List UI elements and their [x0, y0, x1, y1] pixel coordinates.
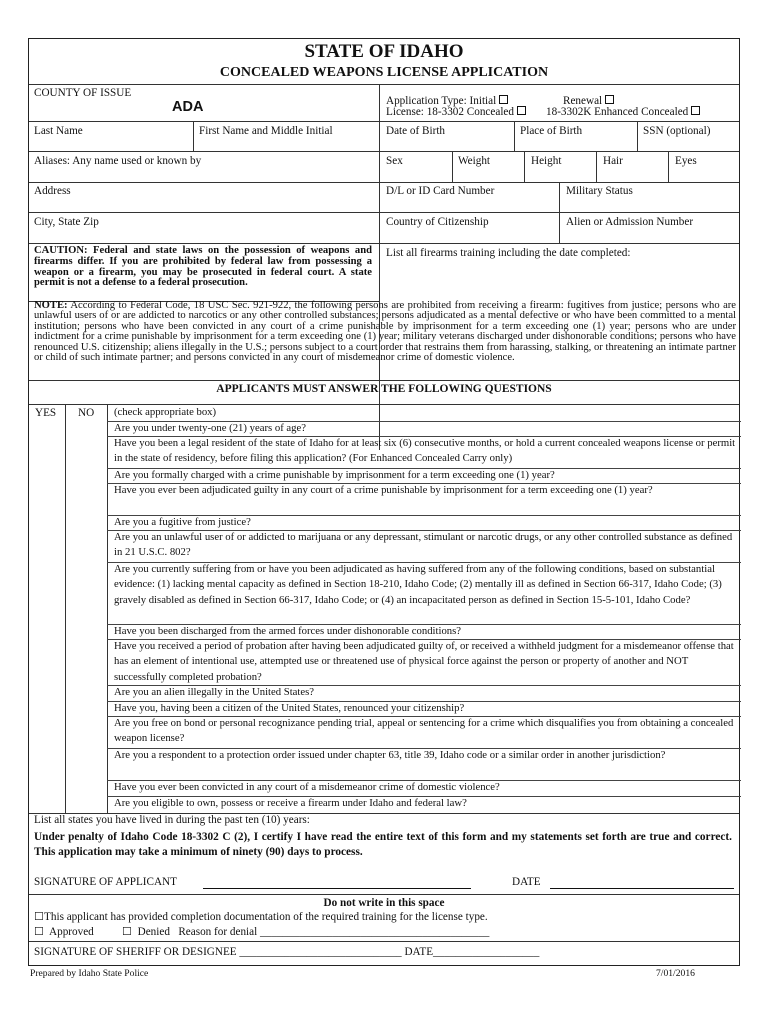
divider	[29, 243, 739, 244]
divider	[29, 894, 739, 895]
concealed-checkbox[interactable]	[517, 106, 526, 115]
initial-checkbox[interactable]	[499, 95, 508, 104]
training-label: This applicant has provided completion documentation of the required training for the license type.	[44, 911, 488, 923]
enhanced-checkbox[interactable]	[691, 106, 700, 115]
column-divider	[524, 151, 525, 182]
question-row[interactable]: Are you a fugitive from justice?	[114, 516, 251, 528]
divider	[29, 212, 739, 213]
form-title: STATE OF IDAHO	[304, 41, 464, 62]
divider	[29, 380, 739, 381]
divider	[29, 941, 739, 942]
question-row[interactable]: Have you ever been convicted in any court of a misdemeanor crime of domestic violence?	[114, 781, 500, 793]
caution-text: CAUTION: Federal and state laws on the possession of weapons and firearms differ. If you are prohibited by federal law from possessing a weapon or a firearm, you may be prosecuted in federal court. A state permit is not a defense to a federal prosecution.	[34, 245, 372, 289]
concealed-label: License: 18-3302 Concealed	[386, 106, 514, 118]
reason-label: Reason for denial	[178, 926, 258, 938]
yes-header: YES	[35, 407, 57, 419]
question-row[interactable]: Have you received a period of probation after having been adjudicated guilty of, or received a withheld judgment for a misdemeanor offense that has an element of intentional use, attempted use or threatened use of physical force against the person or property of another and NOT successfully completed probation?	[114, 640, 734, 683]
alien-number-field[interactable]: Alien or Admission Number	[566, 216, 694, 228]
eyes-field[interactable]: Eyes	[675, 155, 697, 167]
renewal-checkbox[interactable]	[605, 95, 614, 104]
question-row[interactable]: Have you, having been a citizen of the United States, renounced your citizenship?	[114, 702, 465, 714]
application-form	[28, 38, 740, 966]
applicant-signature-label: SIGNATURE OF APPLICANT	[34, 876, 177, 888]
county-label: COUNTY OF ISSUE	[34, 87, 132, 99]
ssn-field[interactable]: SSN (optional)	[643, 125, 711, 137]
license-type-option	[386, 106, 526, 119]
column-divider	[637, 121, 638, 151]
office-use-heading: Do not write in this space	[323, 897, 445, 909]
date-label: DATE	[512, 876, 541, 888]
divider	[29, 151, 739, 152]
enhanced-option	[546, 106, 700, 119]
question-row[interactable]: Are you free on bond or personal recognizance pending trial, appeal or sentencing for a crime which disqualifies you from obtaining a concealed weapon license?	[114, 717, 734, 745]
column-divider	[107, 404, 108, 814]
first-name-field[interactable]: First Name and Middle Initial	[199, 125, 333, 137]
questions-heading: APPLICANTS MUST ANSWER THE FOLLOWING QUESTIONS	[216, 383, 552, 395]
question-row[interactable]: Are you a respondent to a protection order issued under chapter 63, title 39, Idaho code or a similar order in another jurisdiction?	[114, 749, 666, 761]
address-field[interactable]: Address	[34, 185, 71, 197]
denied-option	[122, 926, 489, 939]
reason-line[interactable]: _________________________________________	[260, 926, 490, 938]
renewal-label: Renewal	[563, 95, 603, 107]
approved-checkbox[interactable]: ☐	[34, 926, 45, 938]
dl-field[interactable]: D/L or ID Card Number	[386, 185, 495, 197]
states-lived-field[interactable]: List all states you have lived in during the past ten (10) years:	[34, 814, 310, 826]
question-row[interactable]: Are you eligible to own, possess or receive a firearm under Idaho and federal law?	[114, 797, 467, 809]
firearms-training-field[interactable]: List all firearms training including the date completed:	[386, 247, 631, 259]
applicant-signature-line[interactable]	[203, 888, 471, 889]
column-divider	[596, 151, 597, 182]
question-row: (check appropriate box)	[114, 406, 217, 418]
divider	[29, 121, 739, 122]
weight-field[interactable]: Weight	[458, 155, 491, 167]
note-label: NOTE:	[34, 300, 68, 311]
column-divider	[668, 151, 669, 182]
divider	[29, 182, 739, 183]
column-divider	[65, 404, 66, 814]
question-row[interactable]: Have you ever been adjudicated guilty in any court of a crime punishable by imprisonment for a term exceeding one (1) year?	[114, 484, 653, 496]
column-divider	[193, 121, 194, 151]
pob-field[interactable]: Place of Birth	[520, 125, 583, 137]
note-body: According to Federal Code, 18 USC Sec. 921-922, the following persons are prohibited from receiving a firearm: fugitives from justice; persons who are unlawful users of or are addicted to narcotics or any other controlled substances; persons adjudicated as a mental defective or who have been committed to a mental institution; persons who have been convicted in any court of a crime punishable by imprisonment for a term exceeding one (1) year; persons who are under indictment for a crime punishable by imprisonment for a term exceeding one (1) year; military veterans discharged under dishonorable conditions; persons who have renounced U.S. citizenship; aliens illegally in the U.S.; persons subject to a court order that restrains them from harassing, stalking, or threatening an intimate partner or child of such intimate partner; and persons convicted in any court of misdemeanor crime of domestic violence.	[34, 300, 736, 364]
no-header: NO	[78, 407, 95, 419]
last-name-field[interactable]: Last Name	[34, 125, 83, 137]
footer-prepared-by: Prepared by Idaho State Police	[30, 968, 149, 979]
question-row[interactable]: Are you an alien illegally in the United States?	[114, 686, 315, 698]
sex-field[interactable]: Sex	[386, 155, 403, 167]
military-field[interactable]: Military Status	[566, 185, 633, 197]
question-row[interactable]: Are you an unlawful user of or addicted to marijuana or any depressant, stimulant or narcotic drugs, or any other controlled substance as defined in 21 U.S.C. 802?	[114, 531, 733, 559]
approved-label: Approved	[49, 926, 94, 938]
denied-label: Denied	[137, 926, 170, 938]
question-row[interactable]: Are you formally charged with a crime punishable by imprisonment for a term exceeding one (1) year?	[114, 469, 555, 481]
certification-text: Under penalty of Idaho Code 18-3302 C (2), I certify I have read the entire text of this form and my statements set forth are true and correct. This application may take a minimum of ninety (90) days to process.	[34, 831, 732, 858]
date-line[interactable]	[550, 888, 734, 889]
footer-date: 7/01/2016	[656, 968, 695, 979]
note-text	[34, 301, 736, 363]
column-divider	[514, 121, 515, 151]
denied-checkbox[interactable]: ☐	[122, 926, 133, 938]
initial-label: Application Type: Initial	[386, 95, 497, 107]
training-documentation-option	[34, 911, 488, 924]
height-field[interactable]: Height	[531, 155, 562, 167]
county-input[interactable]: ADA	[172, 99, 204, 115]
question-row[interactable]: Are you currently suffering from or have you been adjudicated as having suffered from any of the following conditions, based on substantial evidence: (1) lacking mental capacity as defined in Section 18-210, Idaho Code; (2) mentally ill as defined in Section 66-317, Idaho Code; (3) gravely disabled as defined in Section 66-317, Idaho Code; or (4) an incapacitated person as defined in Section 15-5-101, Idaho Code?	[114, 563, 722, 606]
column-divider	[379, 84, 380, 450]
question-row[interactable]: Have you been discharged from the armed forces under dishonorable conditions?	[114, 625, 462, 637]
enhanced-label: 18-3302K Enhanced Concealed	[546, 106, 689, 118]
dob-field[interactable]: Date of Birth	[386, 125, 446, 137]
training-checkbox[interactable]: ☐	[34, 911, 45, 923]
question-row[interactable]: Are you under twenty-one (21) years of age?	[114, 422, 306, 434]
form-subtitle: CONCEALED WEAPONS LICENSE APPLICATION	[219, 65, 549, 80]
aliases-field[interactable]: Aliases: Any name used or known by	[34, 155, 202, 167]
column-divider	[452, 151, 453, 182]
citizenship-field[interactable]: Country of Citizenship	[386, 216, 489, 228]
city-field[interactable]: City, State Zip	[34, 216, 99, 228]
divider	[29, 84, 739, 85]
question-row[interactable]: Have you been a legal resident of the state of Idaho for at least six (6) consecutive months, or hold a current concealed weapons license or permit in the state of residency, before filing this application? (For Enhanced Concealed Carry only)	[114, 437, 736, 465]
hair-field[interactable]: Hair	[603, 155, 623, 167]
approved-option	[34, 926, 94, 939]
sheriff-signature-line[interactable]: SIGNATURE OF SHERIFF OR DESIGNEE _____________________________ DATE___________________	[34, 946, 540, 958]
